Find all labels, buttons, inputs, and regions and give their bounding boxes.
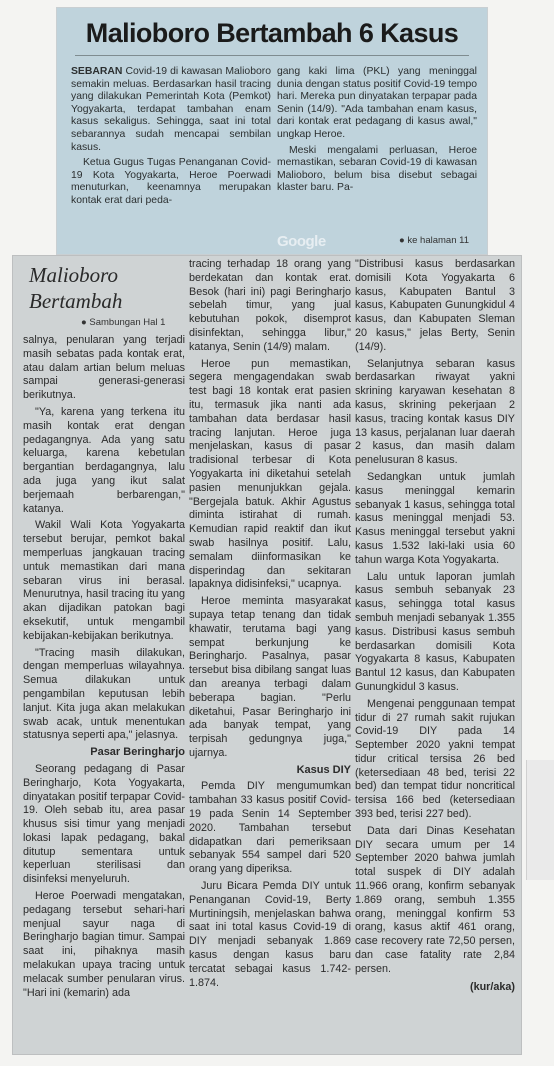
top-clipping [57,8,487,254]
continued-on-page-label: ● ke halaman 11 [399,235,469,246]
article-column-1 [23,334,185,1003]
subheading-kasus-diy: Kasus DIY [296,763,351,776]
col1b-para-2: Heroe Poerwadi mengatakan, pedagang tersebut sehari-hari menjual sayur naga di Beringharjo bagian timur. Sampai saat ini, pihaknya masih melakukan upaya tracing untuk melacak sumber penularan virus. "Hari ini (kemarin) ada [23,890,185,999]
col2-para-3: Heroe meminta masyarakat supaya tetap tenang dan tidak khawatir, terutama bagi yang sempat berkunjung ke Beringharjo. Pasalnya, pasar tersebut bisa dibilang sangat luas dan areanya terbagi dalam beberapa bagian. "Perlu diketahui, Pasar Beringharjo ini ada banyak tempat, yang terpisah gedungnya juga," ujarnya. [189,595,351,759]
top-column-1 [71,66,271,211]
col1-para-2: "Ya, karena yang terkena itu masih kontak erat dengan pedagangnya. Ada yang satu keluarga, karena kebetulan bergantian berdagangnya, lalu ada juga yang ikut salat berjemaah berbarengan," katanya. [23,405,185,515]
col1-para-3: Wakil Wali Kota Yogyakarta tersebut berujar, pemkot bakal memperluas jangkauan tracing untuk memastikan dari mana sebaran virus ini berasal. Menurutnya, hasil tracing itu yang akan dijadikan patokan bagi eksekutif, untuk mengambil kebijakan-kebijakan berikutnya. [23,519,185,642]
adjacent-clipping-edge [526,760,554,880]
continuation-title [29,262,122,314]
top-col1-para1 [71,66,271,154]
article-column-2 [189,258,351,993]
col3-para-4: Lalu untuk laporan jumlah kasus sembuh sebanyak 23 kasus, sehingga total kasus sembuh menjadi sebanyak 1.355 kasus. Distribusi kasus sembuh berdasarkan domisili Kota Yogyakarta 8 kasus, Kabupaten Bantul 12 kasus, dan Kabupaten Gunungkidul 3 kasus. [355,570,515,693]
top-col2-para1: gang kaki lima (PKL) yang meninggal dunia dengan status positif Covid-19 tempo hari. Mereka pun dinyatakan terpapar pada Senin (14/9). "Ada tambahan enam kasus, dari kontak erat pedagang di kasus awal," ungkap Heroe. [277,66,477,140]
col3-para-5: Mengenai penggunaan tempat tidur di 27 rumah sakit rujukan Covid-19 DIY pada 14 September 2020 yakni tempat tidur critical tersisa 26 bed (ketersediaan 48 bed, terisi 22 bed) dan tempat tidur noncritical tersisa 166 bed (ketersediaan 393 bed, terisi 227 bed). [355,697,515,821]
col2-para-1: tracing terhadap 18 orang yang berdekatan dan kontak erat. Besok (hari ini) pagi Beringharjo sebelah timur, yang jual kebutuhan pokok, disemprot disinfektan, sehingga libur," katanya, Senin (14/9) malam. [189,258,351,353]
top-col2-para2: Meski mengalami perluasan, Heroe memastikan, sebaran Covid-19 di kawasan Malioboro, belum bisa disebut sebagai klaster baru. Pa- [277,144,477,194]
col3-para-2: Selanjutnya sebaran kasus berdasarkan riwayat yakni skrining karyawan kesehatan 8 kasus, skrining pekerjaan 2 kasus, tracing kontak kasus DIY 13 kasus, perjalanan luar daerah 2 kasus, dan masih dalam penelusuran 8 kasus. [355,357,515,467]
dateline: SEBARAN [71,66,123,77]
col3-para-6: Data dari Dinas Kesehatan DIY secara umum per 14 September 2020 bahwa jumlah total suspek di DIY adalah 11.966 orang, konfirm sebanyak 1.869 orang, sembuh 1.355 orang, meninggal konfirm 53 orang, kasus aktif 461 orang, case recovery rate 72,50 persen, dan case fatality rate 2,84 persen. [355,824,515,975]
top-column-2 [277,66,477,198]
continued-from-label: ● Sambungan Hal 1 [81,317,166,328]
col1b-para-1: Seorang pedagang di Pasar Beringharjo, Kota Yogyakarta, dinyatakan positif terpapar Covid-19. Oleh sebab itu, area pasar khusus sisi timur yang menjadi lokasi lapak pedagang, bakal ditutup sementara untuk keperluan sterilisasi dan disinfeksi menyeluruh. [23,762,185,886]
continuation-title-line2: Bertambah [29,289,123,313]
article-column-3 [355,258,515,994]
continuation-title-line1: Malioboro [29,263,119,287]
google-watermark: Google [277,233,326,250]
subheading-pasar-beringharjo: Pasar Beringharjo [90,746,185,759]
col2b-para-2: Juru Bicara Pemda DIY untuk Penanganan Covid-19, Berty Murtiningsih, menjelaskan bahwa saat ini total kasus Covid-19 di DIY menjadi sebanyak 1.869 kasus dengan kasus baru tercatat sebagai kasus 1.742-1.874. [189,880,351,989]
headline: Malioboro Bertambah 6 Kasus [85,18,459,48]
main-clipping [13,256,521,1054]
headline-rule [75,55,469,56]
col1-para-1: salnya, penularan yang terjadi masih sebatas pada kontak erat, atau dalam artian belum meluas sampai generasi-generasi berikutnya. [23,334,185,402]
top-col1-para2: Ketua Gugus Tugas Penanganan Covid-19 Kota Yogyakarta, Heroe Poerwadi menuturkan, keenamnya merupakan kontak erat dari peda- [71,157,271,206]
top-col1-para1-text: Covid-19 di kawasan Malioboro semakin meluas. Berdasarkan hasil tracing yang dilakukan Pemerintah Kota (Pemkot) Yogyakarta, terdapat tambahan enam kasus sekaligus. Sehingga, saat ini total sebarannya sudah mencapai sembilan kasus. [71,66,271,153]
col2b-para-1: Pemda DIY mengumumkan tambahan 33 kasus positif Covid-19 pada Senin 14 September 2020. Tambahan tersebut didapatkan dari pemeriksaan sebanyak 554 sampel dari 520 orang yang diperiksa. [189,780,351,876]
col2-para-2: Heroe pun memastikan, segera mengagendakan swab test bagi 18 kontak erat pasien itu, termasuk jika nanti ada tambahan data berdasar hasil tracing lanjutan. Heroe juga menjelaskan, kasus di pasar tradisional terbesar di Kota Yogyakarta ini diketahui setelah pasien menunjukkan gejala. "Bergejala batuk. Akhir Agustus diminta istirahat di rumah. Kemudian rapid reaktif dan ikut swab hasilnya positif. Lalu, semalam diinformasikan ke disperindag dan sekitaran lapaknya didisinfeksi," ucapnya. [189,357,351,591]
col3-para-1: "Distribusi kasus berdasarkan domisili Kota Yogyakarta 6 kasus, Kabupaten Bantul 3 kasus, Kabupaten Gunungkidul 4 kasus, dan Kabupaten Sleman 20 kasus," jelas Berty, Senin (14/9). [355,258,515,353]
byline: (kur/aka) [469,980,515,993]
col3-para-3: Sedangkan untuk jumlah kasus meninggal kemarin sebanyak 1 kasus, sehingga total kasus meninggal menjadi 53. Kasus meninggal tersebut yakni kasus 1.532 laki-laki usia 60 tahun warga Kota Yogyakarta. [355,470,515,566]
col1-para-4: "Tracing masih dilakukan, dengan memperluas wilayahnya. Semua dilakukan untuk pengambilan keputusan lebih lanjut. Kita juga akan melakukan swab acak, untuk menentukan statusnya seperti apa," jelasnya. [23,646,185,742]
